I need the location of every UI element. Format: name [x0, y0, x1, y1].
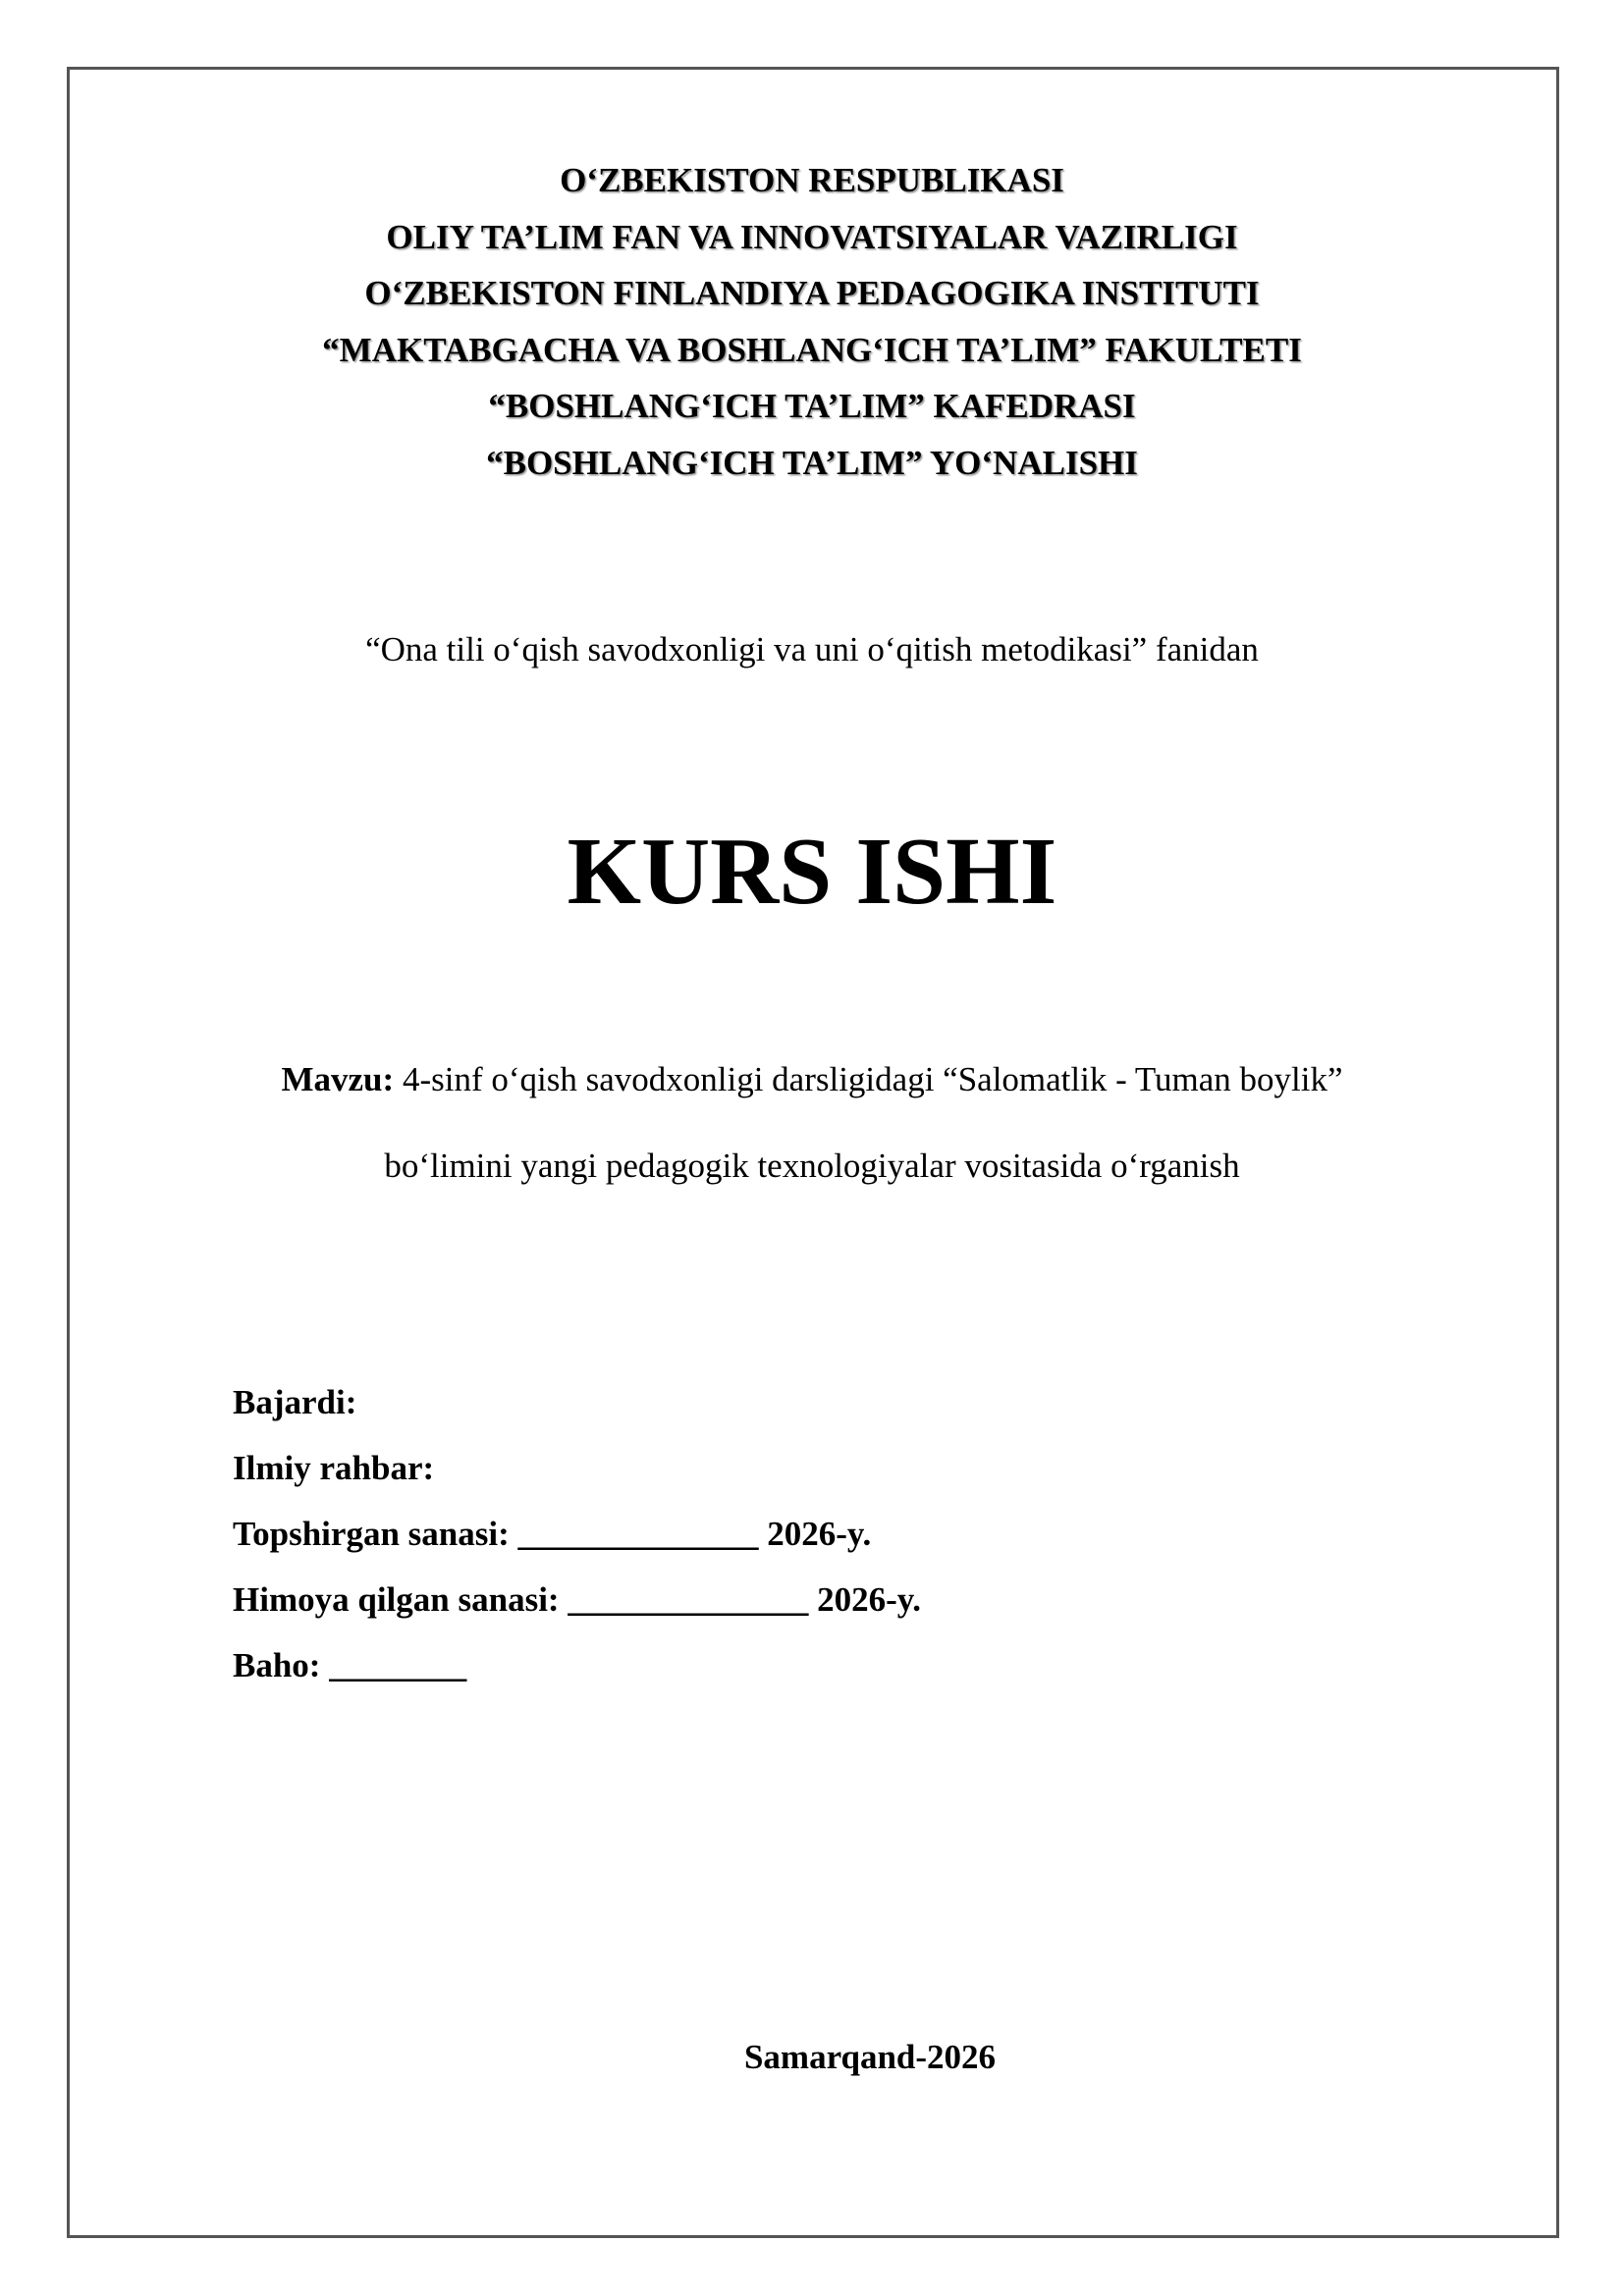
header-line-direction: “BOSHLANG‘ICH TA’LIM” YO‘NALISHI: [486, 443, 1138, 482]
institution-header: [0, 152, 1624, 491]
header-line-ministry: OLIY TA’LIM FAN VA INNOVATSIYALAR VAZIRLIGI: [386, 217, 1238, 256]
subject-line: “Ona tili o‘qish savodxonligi va uni o‘qitish metodikasi” fanidan: [365, 630, 1259, 668]
footer-city-year: Samarqand-2026: [743, 2038, 997, 2076]
topic-label: Mavzu:: [281, 1060, 395, 1098]
header-line-department: “BOSHLANG‘ICH TA’LIM” KAFEDRASI: [488, 387, 1136, 425]
info-performer: Bajardi:: [233, 1383, 357, 1421]
document-title: KURS ISHI: [567, 819, 1057, 924]
info-supervisor: Ilmiy rahbar:: [233, 1449, 435, 1487]
topic-block: [0, 1037, 1624, 1209]
header-line-faculty: “MAKTABGACHA VA BOSHLANG‘ICH TA’LIM” FAKULTETI: [322, 330, 1302, 369]
header-line-institute: O‘ZBEKISTON FINLANDIYA PEDAGOGIKA INSTITUTI: [364, 274, 1260, 312]
topic-text-1: 4-sinf o‘qish savodxonligi darsligidagi “Salomatlik - Tuman boylik”: [394, 1060, 1343, 1098]
info-block: [233, 1369, 921, 1698]
topic-line-1: [0, 1037, 1624, 1123]
info-grade: Baho: ________: [233, 1646, 467, 1684]
info-defense-date: Himoya qilgan sanasi: ______________ 2026-y.: [233, 1580, 922, 1619]
header-line-republic: O‘ZBEKISTON RESPUBLIKASI: [560, 161, 1064, 199]
info-submission-date: Topshirgan sanasi: ______________ 2026-y.: [233, 1515, 872, 1553]
topic-text-2: bo‘limini yangi pedagogik texnologiyalar vositasida o‘rganish: [384, 1147, 1240, 1185]
